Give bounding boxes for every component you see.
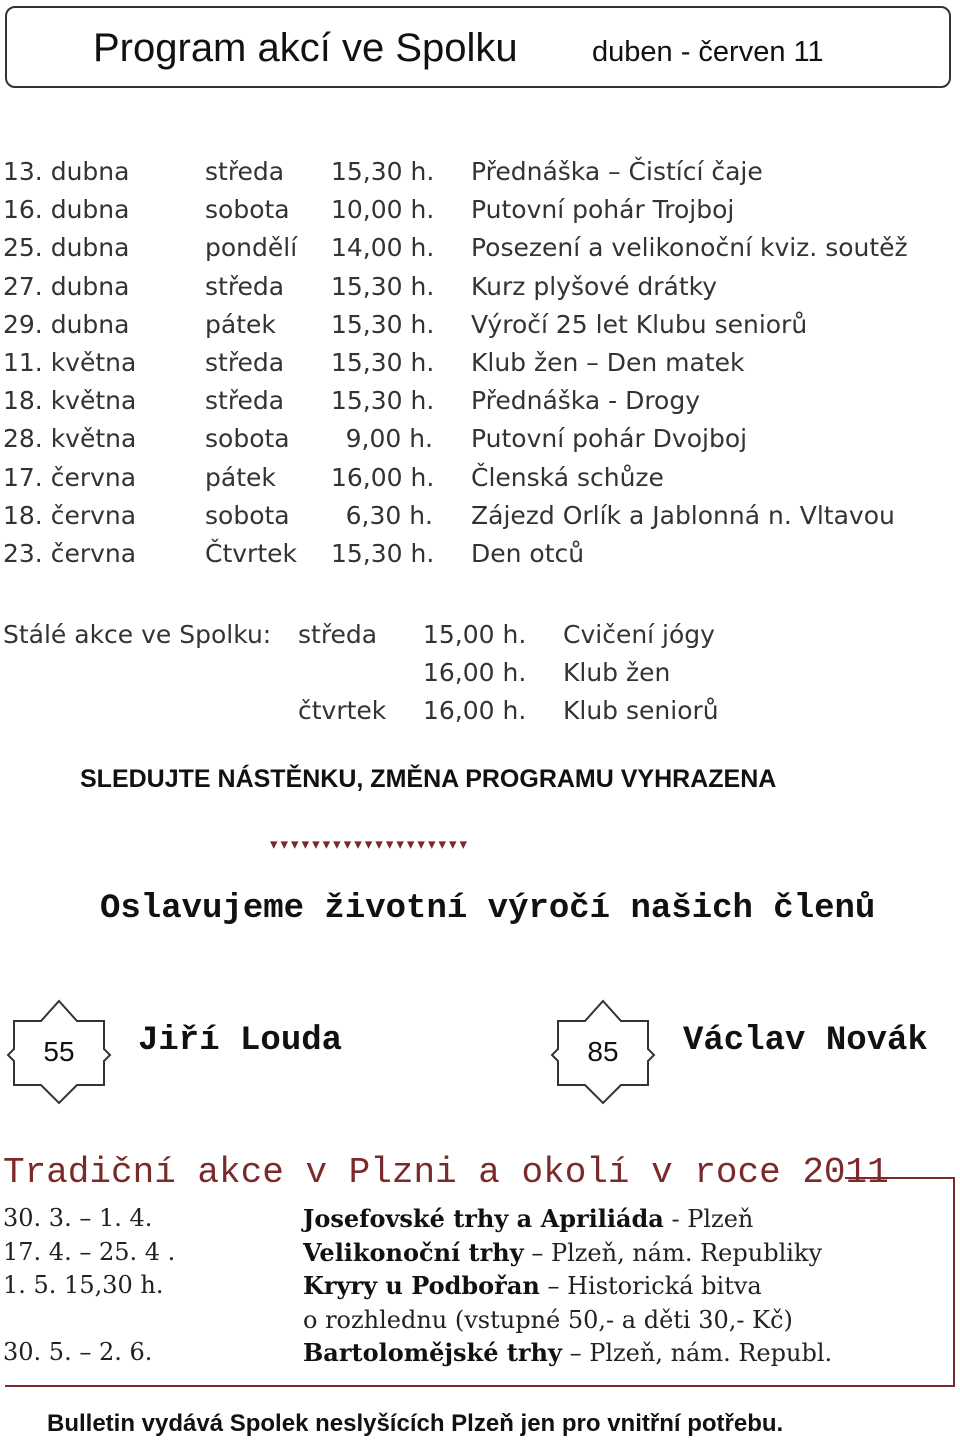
star-badge-icon bbox=[6, 999, 112, 1105]
schedule-date: 28. května bbox=[3, 424, 137, 454]
star-badge-icon bbox=[550, 999, 656, 1105]
traditional-event bbox=[303, 1204, 753, 1233]
schedule-day: středa bbox=[205, 157, 285, 186]
permanent-time: 16,00 h. bbox=[423, 658, 527, 687]
footer-note: Bulletin vydává Spolek neslyšících Plzeň jen pro vnitřní potřebu. bbox=[47, 1410, 784, 1437]
member-name: Jiří Louda bbox=[138, 1022, 343, 1060]
traditional-event-detail: - Plzeň bbox=[663, 1205, 754, 1233]
traditional-date: 30. 3. – 1. 4. bbox=[3, 1204, 153, 1232]
traditional-event-name: Bartolomějské trhy bbox=[303, 1338, 562, 1367]
schedule-date: 16. dubna bbox=[3, 195, 130, 225]
traditional-date: 1. 5. 15,30 h. bbox=[3, 1271, 164, 1299]
permanent-event: Klub žen bbox=[563, 658, 671, 687]
schedule-day: pondělí bbox=[205, 233, 298, 263]
section-divider bbox=[953, 1177, 955, 1387]
schedule-day: pátek bbox=[205, 462, 276, 492]
schedule-event: Posezení a velikonoční kviz. soutěž bbox=[471, 233, 908, 263]
notice-banner: SLEDUJTE NÁSTĚNKU, ZMĚNA PROGRAMU VYHRAZENA bbox=[80, 765, 777, 793]
schedule-date: 18. května bbox=[3, 386, 137, 416]
schedule-day: středa bbox=[205, 386, 285, 416]
schedule-time: 15,30 h. bbox=[331, 386, 435, 416]
traditional-date: 30. 5. – 2. 6. bbox=[3, 1338, 153, 1366]
permanent-time: 16,00 h. bbox=[423, 696, 527, 725]
schedule-event: Den otců bbox=[471, 538, 585, 568]
member-name: Václav Novák bbox=[683, 1022, 928, 1060]
traditional-event-name: Velikonoční trhy bbox=[303, 1237, 524, 1267]
permanent-label: Stálé akce ve Spolku: bbox=[3, 620, 272, 649]
page-period: duben - červen 11 bbox=[592, 36, 824, 68]
schedule-day: sobota bbox=[205, 424, 290, 454]
schedule-day: středa bbox=[205, 271, 285, 301]
page-title: Program akcí ve Spolku bbox=[93, 26, 518, 70]
schedule-event: Zájezd Orlík a Jablonná n. Vltavou bbox=[471, 500, 895, 530]
traditional-event bbox=[303, 1238, 822, 1267]
traditional-event bbox=[303, 1338, 832, 1367]
schedule-event: Klub žen – Den matek bbox=[471, 347, 745, 377]
schedule-date: 11. května bbox=[3, 347, 137, 377]
schedule-time: 9,00 h. bbox=[345, 424, 433, 454]
schedule-time: 15,30 h. bbox=[331, 157, 435, 186]
schedule-event: Putovní pohár Dvojboj bbox=[471, 424, 748, 454]
traditional-event-detail: – Plzeň, nám. Republiky bbox=[523, 1238, 823, 1267]
section-divider bbox=[5, 1385, 955, 1387]
schedule-event: Kurz plyšové drátky bbox=[471, 271, 718, 301]
schedule-time: 15,30 h. bbox=[331, 309, 435, 339]
schedule-time: 15,30 h. bbox=[331, 271, 435, 301]
schedule-day: sobota bbox=[205, 195, 290, 225]
permanent-time: 15,00 h. bbox=[423, 620, 527, 649]
schedule-event: Přednáška - Drogy bbox=[471, 386, 701, 416]
schedule-time: 10,00 h. bbox=[331, 195, 435, 225]
traditional-title: Tradiční akce v Plzni a okolí v roce 2011 bbox=[3, 1152, 889, 1193]
schedule-date: 17. června bbox=[3, 462, 137, 492]
schedule-event: Členská schůze bbox=[471, 462, 664, 492]
schedule-day: středa bbox=[205, 347, 285, 377]
schedule-date: 29. dubna bbox=[3, 309, 130, 339]
schedule-time: 15,30 h. bbox=[331, 538, 435, 568]
schedule-time: 15,30 h. bbox=[331, 347, 435, 377]
schedule-date: 27. dubna bbox=[3, 271, 130, 301]
traditional-event-name: Kryry u Podbořan bbox=[303, 1271, 540, 1300]
celebration-title: Oslavujeme životní výročí našich členů bbox=[100, 890, 876, 928]
section-divider bbox=[845, 1177, 955, 1179]
schedule-day: sobota bbox=[205, 500, 290, 530]
permanent-day: středa bbox=[298, 620, 378, 649]
schedule-time: 16,00 h. bbox=[331, 462, 435, 492]
ornament-divider-icon: ▾▾▾▾▾▾▾▾▾▾▾▾▾▾▾▾▾▾▾ bbox=[270, 835, 471, 853]
member-age: 55 bbox=[43, 1036, 75, 1067]
schedule-event: Putovní pohár Trojboj bbox=[471, 195, 735, 225]
traditional-event-name: Josefovské trhy a Apriliáda bbox=[303, 1204, 664, 1233]
schedule-date: 13. dubna bbox=[3, 157, 130, 186]
permanent-event: Cvičení jógy bbox=[563, 620, 715, 649]
schedule-time: 6,30 h. bbox=[345, 500, 433, 530]
traditional-event-detail: o rozhlednu (vstupné 50,- a děti 30,- Kč) bbox=[303, 1305, 793, 1334]
schedule-date: 25. dubna bbox=[3, 233, 130, 263]
traditional-event bbox=[303, 1271, 762, 1300]
schedule-event: Přednáška – Čistící čaje bbox=[471, 157, 763, 186]
permanent-day: čtvrtek bbox=[298, 696, 387, 725]
schedule-event: Výročí 25 let Klubu seniorů bbox=[471, 309, 808, 339]
traditional-date: 17. 4. – 25. 4 . bbox=[3, 1237, 176, 1266]
schedule-date: 23. června bbox=[3, 538, 137, 568]
traditional-event bbox=[303, 1305, 793, 1334]
schedule-date: 18. června bbox=[3, 500, 137, 530]
traditional-event-detail: – Plzeň, nám. Republ. bbox=[561, 1339, 833, 1367]
permanent-event: Klub seniorů bbox=[563, 696, 719, 725]
schedule-day: pátek bbox=[205, 309, 276, 339]
traditional-event-detail: – Historická bitva bbox=[539, 1272, 762, 1300]
member-age: 85 bbox=[587, 1036, 619, 1067]
schedule-time: 14,00 h. bbox=[331, 233, 435, 263]
schedule-day: Čtvrtek bbox=[205, 538, 297, 568]
